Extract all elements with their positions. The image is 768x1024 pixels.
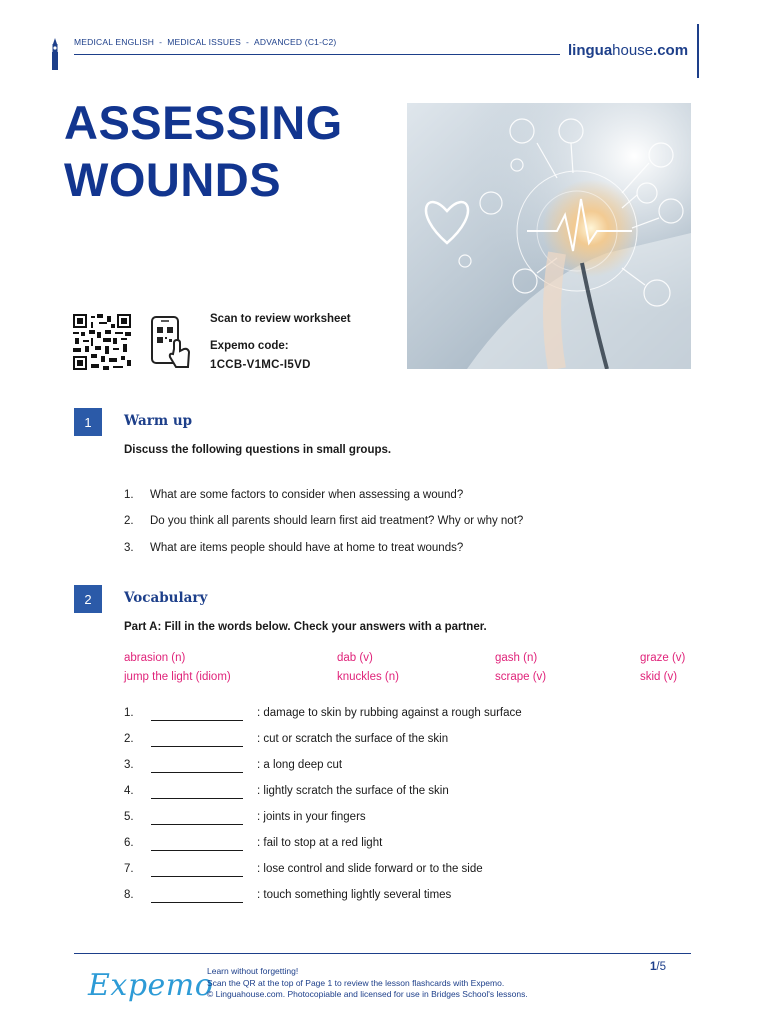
answer-blank[interactable]	[151, 720, 243, 721]
question-text: Do you think all parents should learn first aid treatment? Why or why not?	[150, 515, 524, 527]
phone-scan-icon	[150, 315, 192, 371]
footer-line: Scan the QR at the top of Page 1 to review the lesson flashcards with Expemo.	[207, 977, 505, 988]
breadcrumb	[74, 37, 336, 47]
page-total: /5	[656, 961, 666, 973]
brand-logo[interactable]	[568, 42, 688, 59]
footer-text	[207, 966, 528, 1001]
item-number: 4.	[124, 785, 134, 797]
item-number: 7.	[124, 863, 134, 875]
breadcrumb-item[interactable]: ADVANCED (C1-C2)	[254, 37, 337, 47]
section-title: Warm up	[124, 413, 193, 429]
item-definition: : joints in your fingers	[257, 811, 366, 823]
expemo-logo[interactable]: Expemo	[88, 968, 214, 1003]
vocab-word: knuckles (n)	[337, 671, 399, 683]
section-number: 1	[74, 408, 102, 436]
item-definition: : cut or scratch the surface of the skin	[257, 733, 449, 745]
brand-part: house	[612, 42, 654, 59]
vocab-word: scrape (v)	[495, 671, 547, 683]
header-divider	[74, 54, 560, 55]
item-definition: : a long deep cut	[257, 759, 343, 771]
item-number: 2.	[124, 733, 134, 745]
section-instruction: Part A: Fill in the words below. Check your answers with a partner.	[124, 621, 487, 633]
question-item	[124, 542, 463, 554]
item-definition: : lose control and slide forward or to the side	[257, 863, 483, 875]
expemo-code: 1CCB-V1MC-I5VD	[210, 359, 311, 371]
page-number	[650, 961, 666, 973]
item-definition: : damage to skin by rubbing against a rough surface	[257, 707, 522, 719]
section-title: Vocabulary	[124, 590, 208, 606]
vocab-word: dab (v)	[337, 652, 373, 664]
scan-label: Scan to review worksheet	[210, 313, 351, 325]
section-instruction: Discuss the following questions in small groups.	[124, 444, 392, 456]
question-text: What are items people should have at home to treat wounds?	[150, 542, 464, 554]
qr-code-icon[interactable]	[73, 314, 131, 370]
question-item	[124, 489, 463, 501]
vocab-word: abrasion (n)	[124, 652, 186, 664]
expemo-code-label: Expemo code:	[210, 340, 289, 352]
big-ben-icon	[50, 38, 60, 70]
breadcrumb-item[interactable]: MEDICAL ISSUES	[167, 37, 241, 47]
breadcrumb-separator: -	[159, 37, 163, 47]
item-definition: : lightly scratch the surface of the skin	[257, 785, 449, 797]
breadcrumb-separator: -	[246, 37, 250, 47]
title-line: WOUNDS	[64, 153, 282, 206]
item-number: 1.	[124, 707, 134, 719]
section-number: 2	[74, 585, 102, 613]
item-number: 8.	[124, 889, 134, 901]
question-item	[124, 515, 523, 527]
breadcrumb-item[interactable]: MEDICAL ENGLISH	[74, 37, 155, 47]
item-number: 6.	[124, 837, 134, 849]
question-number: 3.	[124, 542, 134, 554]
vocab-word: skid (v)	[640, 671, 678, 683]
question-number: 2.	[124, 515, 134, 527]
item-number: 3.	[124, 759, 134, 771]
vocab-word: jump the light (idiom)	[124, 671, 231, 683]
footer-divider	[74, 953, 691, 954]
answer-blank[interactable]	[151, 876, 243, 877]
answer-blank[interactable]	[151, 902, 243, 903]
brand-divider	[697, 24, 699, 78]
vocab-word: gash (n)	[495, 652, 538, 664]
item-number: 5.	[124, 811, 134, 823]
answer-blank[interactable]	[151, 746, 243, 747]
answer-blank[interactable]	[151, 824, 243, 825]
item-definition: : touch something lightly several times	[257, 889, 452, 901]
footer-line: © Linguahouse.com. Photocopiable and licensed for use in Bridges School's lessons.	[207, 989, 528, 999]
title-line: ASSESSING	[64, 96, 343, 149]
page-title	[64, 94, 394, 208]
question-text: What are some factors to consider when assessing a wound?	[150, 489, 464, 501]
brand-part: lingua	[568, 42, 613, 59]
brand-part: .com	[653, 42, 689, 59]
item-definition: : fail to stop at a red light	[257, 837, 383, 849]
medical-hero-image	[407, 103, 691, 369]
answer-blank[interactable]	[151, 798, 243, 799]
question-number: 1.	[124, 489, 134, 501]
vocab-word: graze (v)	[640, 652, 686, 664]
page-current: 1	[650, 961, 657, 973]
answer-blank[interactable]	[151, 850, 243, 851]
footer-line: Learn without forgetting!	[207, 966, 299, 976]
answer-blank[interactable]	[151, 772, 243, 773]
